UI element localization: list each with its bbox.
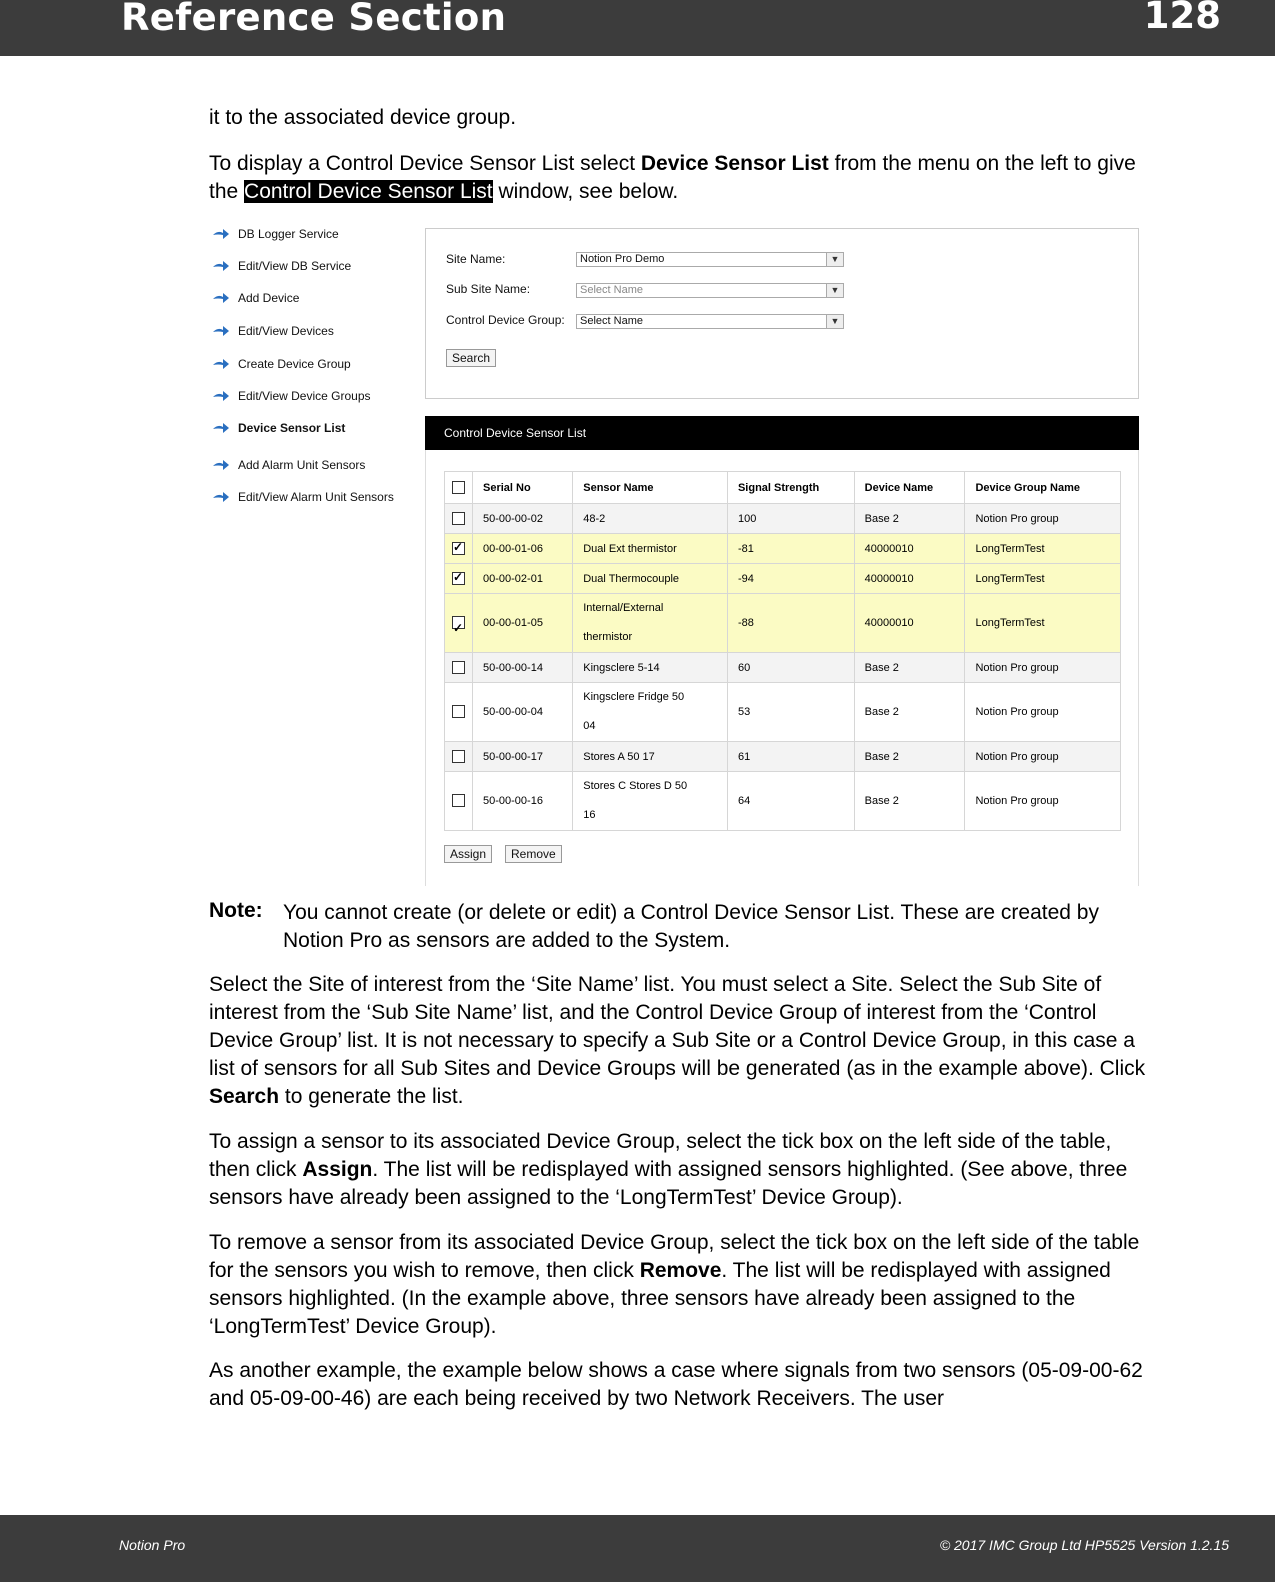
list-panel: [425, 450, 1139, 886]
serial-cell: 50-00-00-02: [473, 504, 573, 534]
chevron-down-icon: ▼: [826, 315, 843, 328]
signal-cell: -88: [727, 594, 854, 653]
paragraph-assign: [209, 1128, 1154, 1212]
sensor-name: Stores A 50 17: [583, 750, 655, 763]
sensor-cell: [573, 594, 728, 653]
sensor-name-cont: 16: [583, 809, 596, 821]
arrow-right-icon: [212, 458, 230, 472]
arrow-right-icon: [212, 421, 230, 435]
row-checkbox-cell: [445, 594, 473, 653]
column-header: Serial No: [473, 472, 573, 504]
row-checkbox[interactable]: [452, 794, 465, 807]
menu-item-edit-view-device-groups[interactable]: [212, 386, 371, 406]
paragraph-select-site: [209, 971, 1154, 1111]
text-run: To display a Control Device Sensor List select: [209, 152, 641, 175]
bold-run: Search: [209, 1085, 280, 1108]
page-footer: [0, 1515, 1275, 1582]
sensor-name: Stores C Stores D 50: [583, 780, 688, 792]
sensor-name: Kingsclere Fridge 50: [583, 691, 685, 703]
note-text: You cannot create (or delete or edit) a Control Device Sensor List. These are created by Notion Pro as sensors are added to the System.: [283, 901, 1099, 952]
device-cell: Base 2: [854, 772, 965, 831]
arrow-right-icon: [212, 259, 230, 273]
select-value: Notion Pro Demo: [580, 253, 665, 265]
arrow-right-icon: [212, 227, 230, 241]
signal-cell: -94: [727, 564, 854, 594]
text-run: . The list will be redisplayed with assigned sensors highlighted. (See above, three sensors have already been assigned to the ‘LongTermTest’ Device Group).: [209, 1158, 1128, 1209]
site-name-select[interactable]: [576, 252, 844, 267]
row-checkbox[interactable]: [452, 661, 465, 674]
menu-item-device-sensor-list[interactable]: [212, 418, 345, 438]
sensor-cell: [573, 504, 728, 534]
menu-item-label: Edit/View Devices: [238, 324, 334, 338]
text-run: To assign a sensor to its associated Device Group, select the tick box on the left side of the table, then click: [209, 1130, 1112, 1181]
sensor-name: Internal/External: [583, 602, 664, 614]
menu-item-edit-view-devices[interactable]: [212, 321, 334, 341]
note-label: Note:: [209, 899, 263, 922]
table-row: [445, 594, 1121, 653]
column-header: Device Name: [854, 472, 965, 504]
row-checkbox[interactable]: [452, 572, 465, 585]
text-run: . The list will be redisplayed with assigned sensors highlighted. (In the example above, three sensors have already been assigned to the ‘LongTermTest’ Device Group).: [209, 1259, 1111, 1338]
group-cell: LongTermTest: [965, 534, 1121, 564]
device-cell: 40000010: [854, 594, 965, 653]
row-checkbox[interactable]: [452, 750, 465, 763]
row-checkbox-cell: [445, 534, 473, 564]
intro-paragraph: [209, 150, 1154, 206]
sensor-cell: [573, 564, 728, 594]
device-cell: Base 2: [854, 683, 965, 742]
text-run: Select the Site of interest from the ‘Site Name’ list. You must select a Site. Select the Sub Site of interest from the ‘Sub Site Name’ list, and the Control Device Group of interest from the ‘Control Device Group’ list. It is not necessary to specify a Sub Site or a Control Device Group, in this case a list of sensors for all Sub Sites and Device Groups will be generated (as in the example above). Click: [209, 973, 1146, 1080]
arrow-right-icon: [212, 389, 230, 403]
sensor-name: Kingsclere 5-14: [583, 661, 660, 674]
menu-item-add-device[interactable]: [212, 288, 299, 308]
row-checkbox[interactable]: [452, 616, 465, 629]
search-panel: [425, 228, 1139, 399]
device-cell: 40000010: [854, 564, 965, 594]
select-all-checkbox[interactable]: [452, 481, 465, 494]
group-cell: Notion Pro group: [965, 772, 1121, 831]
sensor-name: Dual Thermocouple: [583, 572, 680, 585]
serial-cell: 50-00-00-04: [473, 683, 573, 742]
list-title-bar: [425, 416, 1139, 450]
control-device-group-label: Control Device Group:: [446, 313, 565, 327]
row-checkbox-cell: [445, 653, 473, 683]
text-run: window, see below.: [492, 180, 679, 203]
menu-item-add-alarm-unit-sensors[interactable]: [212, 455, 365, 475]
text-run: from the menu on the left to give the: [209, 152, 1136, 203]
row-checkbox[interactable]: [452, 542, 465, 555]
sensor-cell: [573, 772, 728, 831]
signal-cell: 61: [727, 742, 854, 772]
row-checkbox[interactable]: [452, 705, 465, 718]
section-title: Reference Section: [121, 0, 507, 39]
menu-item-label: Edit/View Device Groups: [238, 389, 371, 403]
sensor-name-cont: 04: [583, 720, 596, 732]
device-cell: Base 2: [854, 653, 965, 683]
footer-copyright: © 2017 IMC Group Ltd HP5525 Version 1.2.15: [939, 1537, 1229, 1553]
page-number: 128: [1143, 0, 1221, 37]
menu-item-label: Add Alarm Unit Sensors: [238, 458, 366, 472]
menu-item-create-device-group[interactable]: [212, 354, 351, 374]
table-row: [445, 772, 1121, 831]
menu-item-label: DB Logger Service: [238, 227, 339, 241]
footer-product: Notion Pro: [119, 1537, 186, 1553]
arrow-right-icon: [212, 357, 230, 371]
row-checkbox-cell: [445, 742, 473, 772]
column-header: Device Group Name: [965, 472, 1121, 504]
intro-line: it to the associated device group.: [209, 106, 517, 129]
arrow-right-icon: [212, 291, 230, 305]
row-checkbox-cell: [445, 683, 473, 742]
device-cell: Base 2: [854, 742, 965, 772]
sensor-name: Dual Ext thermistor: [583, 542, 677, 555]
remove-button[interactable]: Remove: [505, 845, 562, 863]
table-row: [445, 534, 1121, 564]
select-all-cell: [445, 472, 473, 504]
table-row: [445, 504, 1121, 534]
device-cell: 40000010: [854, 534, 965, 564]
bold-run: Remove: [639, 1259, 722, 1282]
signal-cell: 60: [727, 653, 854, 683]
row-checkbox[interactable]: [452, 512, 465, 525]
table-row: [445, 564, 1121, 594]
arrow-right-icon: [212, 324, 230, 338]
sub-site-name-select[interactable]: [576, 283, 844, 298]
paragraph-another-example: As another example, the example below shows a case where signals from two sensors (05-09-00-62 and 05-09-00-46) are each being received by two Network Receivers. The user: [209, 1359, 1143, 1410]
menu-item-db-logger-service[interactable]: [212, 224, 339, 244]
screenshot-figure: [209, 222, 1147, 886]
menu-item-label: Add Device: [238, 291, 300, 305]
search-button[interactable]: Search: [446, 349, 496, 367]
list-title: Control Device Sensor List: [444, 426, 587, 440]
sensor-cell: [573, 653, 728, 683]
table-header-row: [445, 472, 1121, 504]
chevron-down-icon: ▼: [826, 253, 843, 266]
site-name-label: Site Name:: [446, 252, 506, 266]
serial-cell: 00-00-01-06: [473, 534, 573, 564]
group-cell: Notion Pro group: [965, 742, 1121, 772]
serial-cell: 00-00-02-01: [473, 564, 573, 594]
row-checkbox-cell: [445, 564, 473, 594]
select-value: Select Name: [580, 315, 643, 327]
sensor-cell: [573, 534, 728, 564]
bold-run: Assign: [302, 1158, 373, 1181]
sub-site-name-label: Sub Site Name:: [446, 282, 531, 296]
group-cell: Notion Pro group: [965, 504, 1121, 534]
table-row: [445, 683, 1121, 742]
menu-item-edit-view-alarm-unit-sensors[interactable]: [212, 487, 394, 507]
serial-cell: 50-00-00-14: [473, 653, 573, 683]
control-device-group-select[interactable]: [576, 314, 844, 329]
table-row: [445, 653, 1121, 683]
device-cell: Base 2: [854, 504, 965, 534]
paragraph-remove: [209, 1229, 1154, 1341]
sensor-name-cont: thermistor: [583, 631, 633, 643]
column-header: Sensor Name: [573, 472, 728, 504]
select-value: Select Name: [580, 284, 643, 296]
column-header: Signal Strength: [727, 472, 854, 504]
signal-cell: 53: [727, 683, 854, 742]
sensor-cell: [573, 683, 728, 742]
group-cell: LongTermTest: [965, 594, 1121, 653]
highlighted-run: Control Device Sensor List: [244, 180, 493, 203]
group-cell: Notion Pro group: [965, 683, 1121, 742]
table-row: [445, 742, 1121, 772]
chevron-down-icon: ▼: [826, 284, 843, 297]
page-header: [0, 0, 1275, 56]
signal-cell: 100: [727, 504, 854, 534]
serial-cell: 50-00-00-16: [473, 772, 573, 831]
signal-cell: -81: [727, 534, 854, 564]
row-checkbox-cell: [445, 772, 473, 831]
text-run: To remove a sensor from its associated Device Group, select the tick box on the left side of the table for the sensors you wish to remove, then click: [209, 1231, 1140, 1282]
menu-item-label: Edit/View Alarm Unit Sensors: [238, 490, 394, 504]
group-cell: Notion Pro group: [965, 653, 1121, 683]
row-checkbox-cell: [445, 504, 473, 534]
assign-button[interactable]: Assign: [444, 845, 492, 863]
sensor-table: [444, 471, 1121, 831]
sensor-name: 48-2: [583, 512, 606, 525]
text-run: to generate the list.: [279, 1085, 464, 1108]
signal-cell: 64: [727, 772, 854, 831]
menu-item-label: Edit/View DB Service: [238, 259, 352, 273]
serial-cell: 50-00-00-17: [473, 742, 573, 772]
menu-item-edit-view-db-service[interactable]: [212, 256, 351, 276]
arrow-right-icon: [212, 490, 230, 504]
sensor-cell: [573, 742, 728, 772]
menu-item-label: Create Device Group: [238, 357, 351, 371]
bold-run: Device Sensor List: [640, 152, 829, 175]
serial-cell: 00-00-01-05: [473, 594, 573, 653]
menu-item-label: Device Sensor List: [238, 421, 346, 435]
group-cell: LongTermTest: [965, 564, 1121, 594]
